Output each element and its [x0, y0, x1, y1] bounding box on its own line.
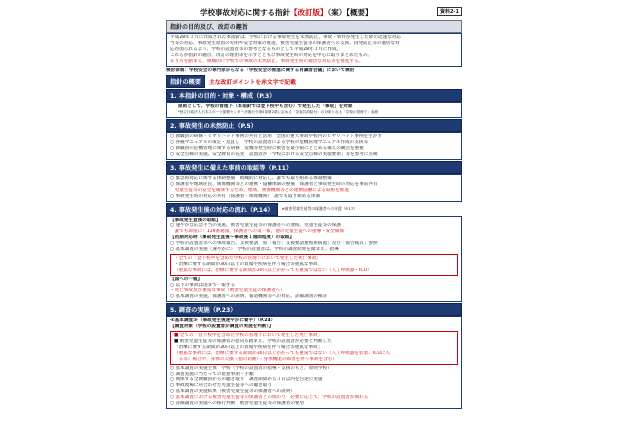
- section-5-row-4: 「治療に要する期間が30日以上の負傷や疾病を伴う場合等重篤な事故」: [174, 344, 323, 350]
- overview-heading: 指針の概要: [166, 75, 205, 88]
- section-2-line-1: ○ 教職員の研修・ヒヤリハット事例の共有と活用 全国の重大事故や校内のヒヤリハット事例を生かす: [170, 134, 382, 140]
- section-2-box: [166, 132, 462, 160]
- section-5-row-13: ○ 詳細調査の実施への移行判断 被害児童生徒等の保護者の要望: [170, 401, 305, 407]
- section-4-row-9: （重篤な事故には、治療に要する期間が30日以上かかっても重篤ではない（人工呼吸器・ICU）: [174, 267, 372, 273]
- section-5-heading: 5. 調査の実施（P.23）: [166, 303, 462, 316]
- title-revision: 【改訂版】: [290, 8, 328, 17]
- section-4-row-13: ○ 基本調査の実施、保護者への説明、報道機関等への対応、詳細調査の検討: [170, 294, 328, 300]
- section-4-row-4: 【初期対応時（事故発生直後〜事故後１週間程度）の取組】: [170, 235, 295, 241]
- section-4-row-11: ○ 以下の事故は国まで一報する: [170, 282, 236, 288]
- section-5-row-12: ○ 基本調査における被害児童生徒等の保護者との関わり 必要に応じて、学校の設置者が関わる: [170, 395, 369, 401]
- purpose-box: [166, 33, 462, 67]
- overview-row: [166, 75, 462, 88]
- section-4-row-12: ・死亡事故及び重篤な事故（被害児童生徒の保護者へ）: [170, 288, 285, 294]
- purpose-heading: 指針の目的及び、改訂の趣旨: [166, 20, 462, 33]
- section-4-row-8: ・治療に要する期間が30日以上の負傷や疾病を伴う場合等重篤な事故: [174, 261, 318, 267]
- title-tail: （案）【概要】: [327, 8, 373, 17]
- section-5-row-1: 【調査対象（学校の設置者が調査の実施を判断）】: [170, 324, 274, 330]
- study-structure: 検討体制：学校安全の専門家からなる「学校安全の推進に関する有識者会議」において検討: [166, 67, 355, 73]
- section-1-heading: 1. 本指針の目的・対象・構成（P.3）: [166, 89, 462, 102]
- section-3-line-3: 児童生徒等の安全を確保するため、地域、関係機関等との連携協働による取組を推進: [170, 187, 349, 193]
- document: [166, 6, 462, 422]
- document-title: [200, 7, 373, 18]
- purpose-line-4: これらが指針の趣旨、改訂の理由等を示すとともに事故発生時の対応を中心に取りまとめたもの。: [170, 52, 372, 58]
- section-4-row-6: ○ 基本調査の実施（速やかに） 学校の設置者は、学校の調査結果を踏まえ、指導: [170, 247, 339, 253]
- section-5-row-6: る等）場合や、身体の欠損（指の切断）・身体機能の障害を伴う事故を含む）: [174, 356, 337, 362]
- section-5-box: [166, 316, 462, 409]
- section-5-row-3: ■ 被害児童生徒等の保護者の意向も踏まえ、学校の設置者が必要と判断した: [174, 339, 332, 344]
- section-4-row-5: ○ 学校の設置者等への事故報告、支援要請 県「報告」支援要請連絡系統図」及び「報告様式」参照: [170, 241, 378, 247]
- reference-badge: 資料2-1: [437, 7, 462, 16]
- section-5-row-8: ○ 調査実施に当たっての留意事項・手順: [170, 371, 254, 377]
- section-5-row-7: ○ 基本調査の実施主体 学校（学校の設置者の指導・支援のもと、原則学校）: [170, 365, 332, 371]
- section-2-line-4: ○ 安全点検の実施、安全教育の充実 設置者が「学校における安全点検の実施要領」等を参考に点検: [170, 151, 378, 157]
- title-main: 学校事故対応に関する指針: [200, 8, 290, 17]
- purpose-line-1: 平成28年３月に作成された本指針は、学校における事故発生を未然防止、事故・事件が発生した際の迅速な対応: [170, 35, 401, 40]
- section-3-heading: 3. 事故発生に備えた事前の取組等（P.11）: [166, 161, 462, 174]
- section-4-row-2: ○ 速やかな応急手当の実施、被害児童生徒等の保護者への連絡、児童生徒等の保護: [170, 223, 341, 229]
- section-4-box: [166, 216, 462, 303]
- purpose-line-2: 当等の対応、事故発生原因の究明や安全対策の推進、被害児童生徒等の保護者への支援、再発防止等の適切な対: [170, 40, 400, 46]
- section-1-line-1: 原則として、学校の管理下（本指針では登下校中も含む）で発生した「事故」を対象: [178, 104, 353, 110]
- section-1-line-2: *独立行政法人日本スポーツ振興センター法施行令第5条第2項に定める「災害共済給付」の対象となる「学校の管理下」参照: [178, 110, 379, 115]
- section-4-row-10: 【国への一報】: [170, 276, 203, 282]
- section-5-row-2: ■ 全ての「登下校中を含めた学校の管理下において発生した死亡事故」: [174, 333, 323, 339]
- section-4-red-box: [170, 254, 458, 276]
- section-4-row-7: ・全ての「登下校中を含めた学校の管理下において発生した死亡事故」: [174, 255, 322, 261]
- section-5-row-9: ○ 関係する全教職員からの聴き取り 調査期間から３日以内を目途に実施: [170, 377, 323, 383]
- section-4-header-row: [166, 203, 462, 216]
- section-3-line-4: ○ 事故発生時の対応の共有（保護者・関係機関） 誰でも取り組める体制: [170, 193, 321, 199]
- section-2-line-3: ○ 教職員の危機管理に関する研修 危機等発生時に被害を最小限にとどめる備えの観点を重視: [170, 146, 364, 152]
- section-3-line-2: ○ 保護者や地域住民、関係機関等との連携・協働体制の整備 保護者と事故発生時の対応を事前共有: [170, 181, 378, 187]
- section-2-heading: 2. 事故発生の未然防止（P.5）: [166, 119, 462, 132]
- section-5-row-10: ○ 事故現場に居合わせた児童生徒等への聴き取り: [170, 383, 272, 389]
- section-3-box: [166, 174, 462, 202]
- section-5-row-11: ○ 基本調査の実施結果（被害児童生徒等の保護者への説明）: [170, 389, 295, 395]
- section-5-row-5: （重篤な事故には、治療に要する期間が30日以上かかっても重篤ではない（人工呼吸器を装着、ICUに入: [174, 350, 390, 356]
- section-4-heading: 4. 事故発生後の対応の流れ（P.14）: [166, 203, 278, 216]
- section-4-side-note: ※被害児童生徒等の保護者への支援（P.17）: [281, 206, 358, 212]
- overview-highlight: 主な改訂ポイントを赤文字で記載: [208, 80, 296, 87]
- section-5-red-box: [170, 331, 458, 365]
- section-2-line-2: ○ 各種マニュアルの策定・見直し 学校の設置者による学校の危機管理マニュアル作成の支援等: [170, 140, 369, 146]
- section-4-row-3: 誰でも即座に！119番通報、保護者への第一報、他の児童生徒への指導・安全確保: [170, 229, 345, 235]
- section-3-line-1: ○ 緊急時対応に関する体制整備 組織的に対応し、誰でも取り組める体制整備: [170, 175, 332, 181]
- title-row: [166, 6, 462, 20]
- purpose-red-line: 在り方を踏まえ、組織的に学校での事故の未然防止、事故発生時の適切な対応等を推進する。: [170, 58, 364, 64]
- section-1-box: [166, 102, 462, 118]
- section-4-row-1: 【事故発生直後の取組】: [170, 217, 221, 223]
- section-5-subheading: ≪基本調査≫（事故発生後速やかに着手）（P.24）: [170, 318, 276, 324]
- purpose-line-3: 応が図られるよう、学校の設置者等の参考となるものとして平成28年３月に作成。: [170, 46, 342, 52]
